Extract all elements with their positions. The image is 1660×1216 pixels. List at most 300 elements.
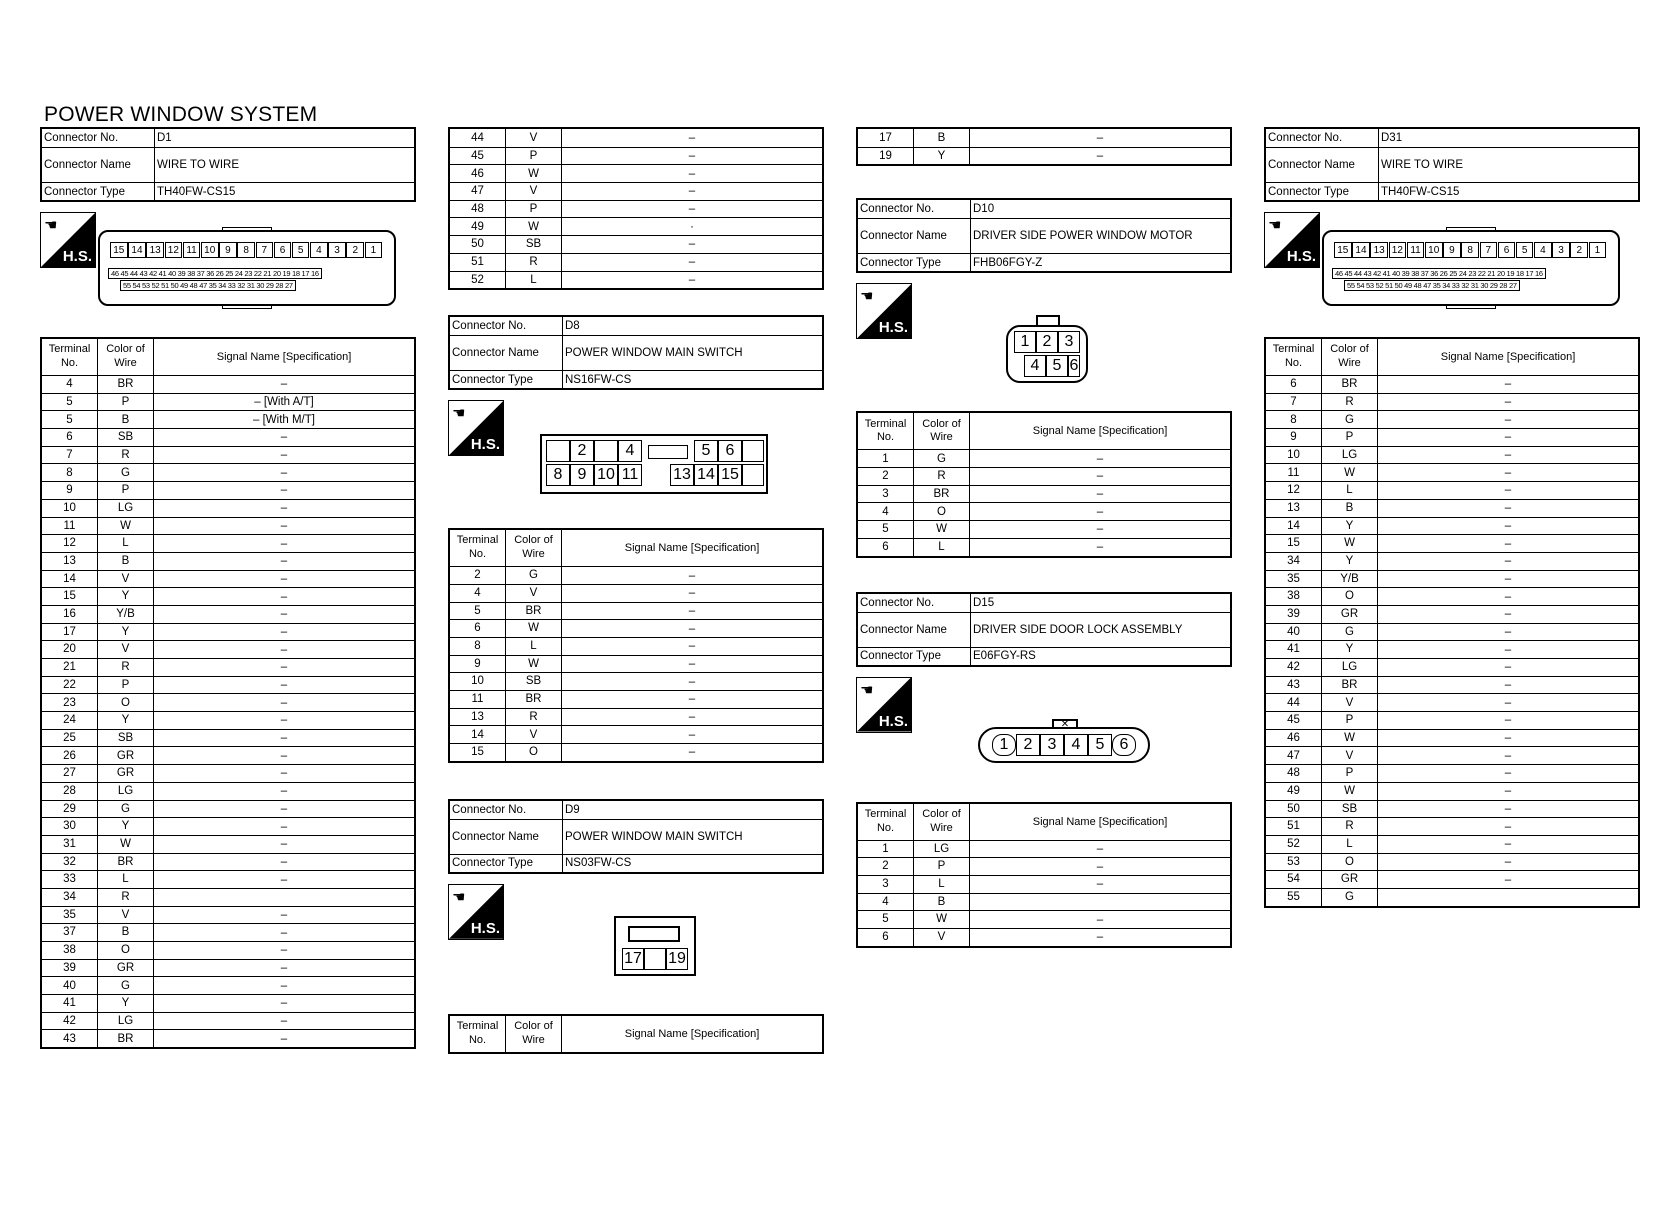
color-cell: L <box>98 871 154 888</box>
table-row <box>1266 393 1638 411</box>
pin: 6 <box>1498 242 1516 258</box>
terminal-cell: 51 <box>450 254 506 271</box>
color-cell: G <box>1322 411 1378 428</box>
connector-name-value: DRIVER SIDE POWER WINDOW MOTOR <box>973 230 1193 243</box>
color-cell: P <box>506 148 562 165</box>
color-cell: L <box>506 638 562 655</box>
color-cell: G <box>914 450 970 467</box>
signal-cell: – <box>1096 150 1104 163</box>
terminal-cell: 5 <box>42 394 98 411</box>
terminal-cell: 32 <box>42 854 98 871</box>
terminal-cell: 2 <box>858 468 914 485</box>
color-cell: V <box>506 585 562 602</box>
terminal-cell: 53 <box>1266 854 1322 871</box>
pin: 8 <box>237 242 255 258</box>
harness-side-icon: ☚ H.S. <box>1264 212 1320 268</box>
th-color: Color of Wire <box>506 530 562 566</box>
pin: 7 <box>256 242 274 258</box>
pin: 12 <box>1389 242 1407 258</box>
signal-cell <box>970 894 1230 911</box>
pin: 1 <box>1014 331 1036 353</box>
terminal-cell: 35 <box>42 907 98 924</box>
table-row <box>450 235 822 253</box>
terminal-cell: 9 <box>1266 429 1322 446</box>
connector-name-value: POWER WINDOW MAIN SWITCH <box>565 347 743 360</box>
color-cell: G <box>98 977 154 994</box>
terminal-cell: 2 <box>858 858 914 875</box>
terminal-cell: 33 <box>42 871 98 888</box>
terminal-cell: 4 <box>858 894 914 911</box>
table-row <box>42 888 414 906</box>
terminal-cell: 49 <box>1266 783 1322 800</box>
terminal-cell: 11 <box>450 691 506 708</box>
color-cell: Y <box>98 818 154 835</box>
th-color: Color of Wire <box>914 804 970 840</box>
signal-cell: – <box>1504 679 1512 692</box>
color-cell: P <box>98 394 154 411</box>
color-cell: V <box>506 183 562 200</box>
th-signal: Signal Name [Specification] <box>1032 425 1168 438</box>
table-row <box>1266 853 1638 871</box>
signal-cell: – <box>688 675 696 688</box>
color-cell: SB <box>506 236 562 253</box>
color-cell: B <box>98 553 154 570</box>
pin: 14 <box>128 242 146 258</box>
pin: 15 <box>110 242 128 258</box>
color-cell: Y <box>1322 553 1378 570</box>
table-row <box>42 623 414 641</box>
color-cell: W <box>1322 730 1378 747</box>
signal-cell: – <box>1504 767 1512 780</box>
signal-cell: – <box>280 732 288 745</box>
table-row <box>42 587 414 605</box>
signal-cell: – <box>280 679 288 692</box>
table-row <box>42 853 414 871</box>
pin: 13 <box>146 242 164 258</box>
terminal-cell: 4 <box>858 503 914 520</box>
color-cell: V <box>98 907 154 924</box>
table-row <box>1266 711 1638 729</box>
column-d10-d15 <box>856 127 1232 948</box>
connector-name-value: WIRE TO WIRE <box>1381 159 1463 171</box>
signal-cell: – <box>280 714 288 727</box>
pin: 15 <box>718 464 742 486</box>
color-cell: P <box>98 482 154 499</box>
pin: 19 <box>666 948 688 970</box>
table-row <box>42 817 414 835</box>
connector-6pin-face <box>1006 325 1088 383</box>
color-cell: V <box>98 641 154 658</box>
label-connector-name: Connector Name <box>1266 148 1379 182</box>
signal-cell: – <box>688 711 696 724</box>
signal-cell: – <box>1096 842 1104 855</box>
label-connector-name: Connector Name <box>858 219 971 253</box>
terminal-cell: 44 <box>1266 694 1322 711</box>
terminal-cell: 49 <box>450 218 506 235</box>
pin: 6 <box>274 242 292 258</box>
terminal-cell: 7 <box>1266 394 1322 411</box>
pin-row-top <box>1334 242 1607 258</box>
table-row <box>858 520 1230 538</box>
terminal-cell: 15 <box>1266 535 1322 552</box>
color-cell: W <box>914 911 970 928</box>
signal-cell: – <box>1504 608 1512 621</box>
terminal-table-d9-continued <box>856 127 1232 166</box>
page-title: POWER WINDOW SYSTEM <box>44 103 318 126</box>
pin: 1 <box>365 242 383 258</box>
signal-cell: – <box>1096 541 1104 554</box>
color-cell: SB <box>98 429 154 446</box>
color-cell: P <box>98 677 154 694</box>
table-row <box>1266 746 1638 764</box>
terminal-cell: 4 <box>450 585 506 602</box>
connector-no-value: D1 <box>157 132 172 144</box>
color-cell: LG <box>914 841 970 858</box>
terminal-cell: 6 <box>450 620 506 637</box>
table-row <box>1266 764 1638 782</box>
terminal-cell: 52 <box>450 272 506 289</box>
table-row <box>42 906 414 924</box>
signal-cell: – <box>688 657 696 670</box>
color-cell: GR <box>98 747 154 764</box>
signal-cell: – <box>1504 625 1512 638</box>
pin: 10 <box>594 464 618 486</box>
table-row <box>858 502 1230 520</box>
color-cell: GR <box>1322 606 1378 623</box>
terminal-cell: 35 <box>1266 571 1322 588</box>
label-connector-name: Connector Name <box>42 148 155 182</box>
pin: 3 <box>1058 331 1080 353</box>
terminal-table-d1-continued <box>448 127 824 290</box>
table-row <box>42 428 414 446</box>
terminal-cell: 21 <box>42 659 98 676</box>
signal-cell: – <box>280 608 288 621</box>
pin: 2 <box>346 242 364 258</box>
table-row <box>42 976 414 994</box>
table-row <box>450 619 822 637</box>
terminal-cell: 48 <box>1266 765 1322 782</box>
color-cell: W <box>98 518 154 535</box>
terminal-cell: 45 <box>1266 712 1322 729</box>
table-row <box>42 693 414 711</box>
table-row <box>42 746 414 764</box>
color-cell: R <box>1322 394 1378 411</box>
signal-cell: – <box>688 256 696 269</box>
color-cell: L <box>914 876 970 893</box>
connector-type-value: TH40FW-CS15 <box>157 185 236 198</box>
table-row <box>42 1029 414 1047</box>
table-row <box>42 800 414 818</box>
table-row <box>42 570 414 588</box>
color-cell: SB <box>98 730 154 747</box>
label-connector-no: Connector No. <box>450 801 563 819</box>
th-terminal: Terminal No. <box>858 413 914 449</box>
connector-3pin-face <box>614 916 696 976</box>
connector-diagram-d9 <box>448 874 824 1014</box>
terminal-cell: 42 <box>1266 659 1322 676</box>
signal-cell: – <box>280 378 288 391</box>
signal-cell: – <box>1504 873 1512 886</box>
hand-connector-icon: ☚ <box>452 405 466 423</box>
pin-row-small-1: 46 45 44 43 42 41 40 39 38 37 36 26 25 24 23 22 21 20 19 18 17 16 <box>1332 268 1546 279</box>
table-row <box>42 640 414 658</box>
signal-cell: – <box>1504 572 1512 585</box>
terminal-cell: 40 <box>1266 624 1322 641</box>
color-cell: LG <box>98 500 154 517</box>
label-connector-type: Connector Type <box>858 254 971 271</box>
color-cell: B <box>98 924 154 941</box>
signal-cell: – <box>1504 590 1512 603</box>
signal-cell: – <box>1096 523 1104 536</box>
signal-cell: – <box>280 908 288 921</box>
th-terminal: Terminal No. <box>450 1016 506 1052</box>
pin: 11 <box>618 464 642 486</box>
label-connector-no: Connector No. <box>858 594 971 612</box>
connector-no-value: D10 <box>973 203 995 216</box>
table-row <box>42 499 414 517</box>
color-cell: R <box>98 659 154 676</box>
connector-6pin-inline-face: ✕ 1 2 3 4 5 6 <box>978 727 1150 763</box>
color-cell: V <box>1322 694 1378 711</box>
terminal-cell: 14 <box>450 726 506 743</box>
pin: 6 <box>1068 355 1080 377</box>
label-connector-no: Connector No. <box>450 317 563 335</box>
pin: 5 <box>694 440 718 462</box>
color-cell: B <box>914 129 970 147</box>
label-connector-no: Connector No. <box>1266 129 1379 147</box>
terminal-cell: 7 <box>42 447 98 464</box>
signal-cell: – <box>280 449 288 462</box>
signal-cell: – <box>1504 820 1512 833</box>
signal-cell: – <box>1504 519 1512 532</box>
connector-name-value: POWER WINDOW MAIN SWITCH <box>565 830 743 843</box>
connector-40pin-face <box>98 230 396 306</box>
color-cell: BR <box>98 854 154 871</box>
signal-cell: – <box>1504 378 1512 391</box>
table-row <box>450 708 822 726</box>
pin: 5 <box>1046 355 1068 377</box>
th-color: Color of Wire <box>506 1016 562 1052</box>
signal-cell: – <box>688 203 696 216</box>
label-connector-type: Connector Type <box>450 855 563 872</box>
signal-cell: – <box>1096 470 1104 483</box>
signal-cell: – <box>280 431 288 444</box>
signal-cell: – <box>1504 749 1512 762</box>
column-d31 <box>1264 127 1640 908</box>
harness-side-icon: ☚ H.S. <box>856 677 912 733</box>
harness-side-icon: ☚ H.S. <box>40 212 96 268</box>
color-cell: R <box>98 447 154 464</box>
terminal-cell: 8 <box>1266 411 1322 428</box>
signal-cell: – <box>280 537 288 550</box>
table-row <box>858 538 1230 556</box>
terminal-cell: 14 <box>1266 518 1322 535</box>
color-cell: LG <box>1322 659 1378 676</box>
table-row <box>1266 570 1638 588</box>
color-cell: P <box>1322 765 1378 782</box>
terminal-cell: 9 <box>42 482 98 499</box>
color-cell: W <box>506 620 562 637</box>
terminal-cell: 24 <box>42 712 98 729</box>
signal-cell: – [With A/T] <box>254 396 314 409</box>
table-row <box>450 253 822 271</box>
color-cell: Y <box>1322 641 1378 658</box>
table-row <box>42 393 414 411</box>
connector-40pin-face <box>1322 230 1620 306</box>
signal-cell: – <box>280 590 288 603</box>
color-cell: B <box>98 411 154 428</box>
color-cell: V <box>98 571 154 588</box>
terminal-cell: 16 <box>42 606 98 623</box>
terminal-cell: 52 <box>1266 836 1322 853</box>
color-cell: LG <box>98 783 154 800</box>
color-cell: W <box>914 521 970 538</box>
pin: 4 <box>618 440 642 462</box>
connector-diagram-d1 <box>40 202 416 337</box>
signal-cell: – <box>1504 431 1512 444</box>
label-connector-no: Connector No. <box>858 200 971 218</box>
table-row <box>42 959 414 977</box>
table-row <box>450 566 822 584</box>
signal-cell: – <box>280 926 288 939</box>
table-row <box>1266 870 1638 888</box>
color-cell: LG <box>1322 447 1378 464</box>
signal-cell: – <box>280 572 288 585</box>
terminal-cell: 12 <box>42 535 98 552</box>
label-connector-name: Connector Name <box>450 336 563 370</box>
signal-cell: – <box>1096 452 1104 465</box>
signal-cell: – <box>1504 696 1512 709</box>
signal-cell: – <box>1504 555 1512 568</box>
color-cell: R <box>914 468 970 485</box>
pin: 4 <box>1064 734 1088 756</box>
table-row <box>858 449 1230 467</box>
pin: 13 <box>1370 242 1388 258</box>
table-row <box>858 857 1230 875</box>
connector-no-value: D8 <box>565 320 580 333</box>
terminal-cell: 5 <box>858 911 914 928</box>
pin: 5 <box>292 242 310 258</box>
signal-cell: – <box>280 944 288 957</box>
color-cell: P <box>1322 429 1378 446</box>
table-row <box>450 602 822 620</box>
color-cell: R <box>506 254 562 271</box>
th-color: Color of Wire <box>98 339 154 375</box>
table-row <box>450 637 822 655</box>
terminal-cell: 26 <box>42 747 98 764</box>
label-connector-no: Connector No. <box>42 129 155 147</box>
hand-connector-icon: ☚ <box>860 681 874 699</box>
connector-no-value: D9 <box>565 803 580 816</box>
connector-name-value: WIRE TO WIRE <box>157 159 239 171</box>
table-row <box>1266 410 1638 428</box>
terminal-cell: 42 <box>42 1013 98 1030</box>
table-row <box>1266 446 1638 464</box>
signal-cell: – <box>688 728 696 741</box>
terminal-cell: 6 <box>858 929 914 946</box>
connector-no-value: D15 <box>973 596 995 609</box>
color-cell: L <box>506 272 562 289</box>
pin: 2 <box>1036 331 1058 353</box>
table-row <box>42 994 414 1012</box>
terminal-cell: 5 <box>858 521 914 538</box>
pin: 1 <box>1589 242 1607 258</box>
hand-connector-icon: ☚ <box>452 888 466 906</box>
pin: 8 <box>546 464 570 486</box>
terminal-cell: 38 <box>1266 588 1322 605</box>
connector-no-value: D31 <box>1381 132 1403 144</box>
table-row <box>1266 534 1638 552</box>
table-row <box>1266 817 1638 835</box>
color-cell: P <box>506 201 562 218</box>
signal-cell: – <box>688 185 696 198</box>
column-d8-d9 <box>448 127 824 1054</box>
terminal-cell: 47 <box>450 183 506 200</box>
signal-cell: – <box>688 167 696 180</box>
terminal-cell: 17 <box>858 129 914 147</box>
signal-cell: – <box>1504 484 1512 497</box>
signal-cell: – <box>280 696 288 709</box>
pin-row-small-1: 46 45 44 43 42 41 40 39 38 37 36 26 25 24 23 22 21 20 19 18 17 16 <box>108 268 322 279</box>
th-signal: Signal Name [Specification] <box>1440 351 1576 363</box>
color-cell: G <box>1322 624 1378 641</box>
connector-name-value: DRIVER SIDE DOOR LOCK ASSEMBLY <box>973 623 1183 636</box>
table-row <box>1266 693 1638 711</box>
harness-side-icon: ☚ H.S. <box>856 283 912 339</box>
color-cell: BR <box>98 1030 154 1047</box>
color-cell: L <box>1322 482 1378 499</box>
table-row <box>858 893 1230 911</box>
signal-cell: – <box>280 502 288 515</box>
terminal-cell: 29 <box>42 801 98 818</box>
color-cell: O <box>98 694 154 711</box>
color-cell: G <box>98 464 154 481</box>
terminal-cell: 43 <box>1266 677 1322 694</box>
terminal-cell: 30 <box>42 818 98 835</box>
pin: 3 <box>1040 734 1064 756</box>
table-row <box>42 463 414 481</box>
color-cell: BR <box>1322 677 1378 694</box>
terminal-cell: 38 <box>42 942 98 959</box>
signal-cell: – <box>280 855 288 868</box>
color-cell: P <box>914 858 970 875</box>
color-cell: BR <box>914 486 970 503</box>
color-cell: W <box>1322 464 1378 481</box>
terminal-cell: 13 <box>1266 500 1322 517</box>
terminal-cell: 5 <box>42 411 98 428</box>
table-row <box>42 835 414 853</box>
signal-cell: – <box>280 767 288 780</box>
color-cell: BR <box>98 376 154 393</box>
color-cell: SB <box>506 673 562 690</box>
signal-cell: – <box>1096 131 1104 144</box>
color-cell: GR <box>98 765 154 782</box>
terminal-cell: 46 <box>450 165 506 182</box>
signal-cell: – <box>280 838 288 851</box>
table-row <box>1266 552 1638 570</box>
pin: 7 <box>1480 242 1498 258</box>
signal-cell: – <box>1096 860 1104 873</box>
pin: 9 <box>1443 242 1461 258</box>
color-cell: P <box>1322 712 1378 729</box>
table-row <box>858 840 1230 858</box>
signal-cell: – <box>1504 855 1512 868</box>
table-row <box>450 129 822 147</box>
table-row <box>42 605 414 623</box>
terminal-cell: 8 <box>450 638 506 655</box>
table-row <box>858 129 1230 147</box>
connector-type-value: NS03FW-CS <box>565 857 632 870</box>
